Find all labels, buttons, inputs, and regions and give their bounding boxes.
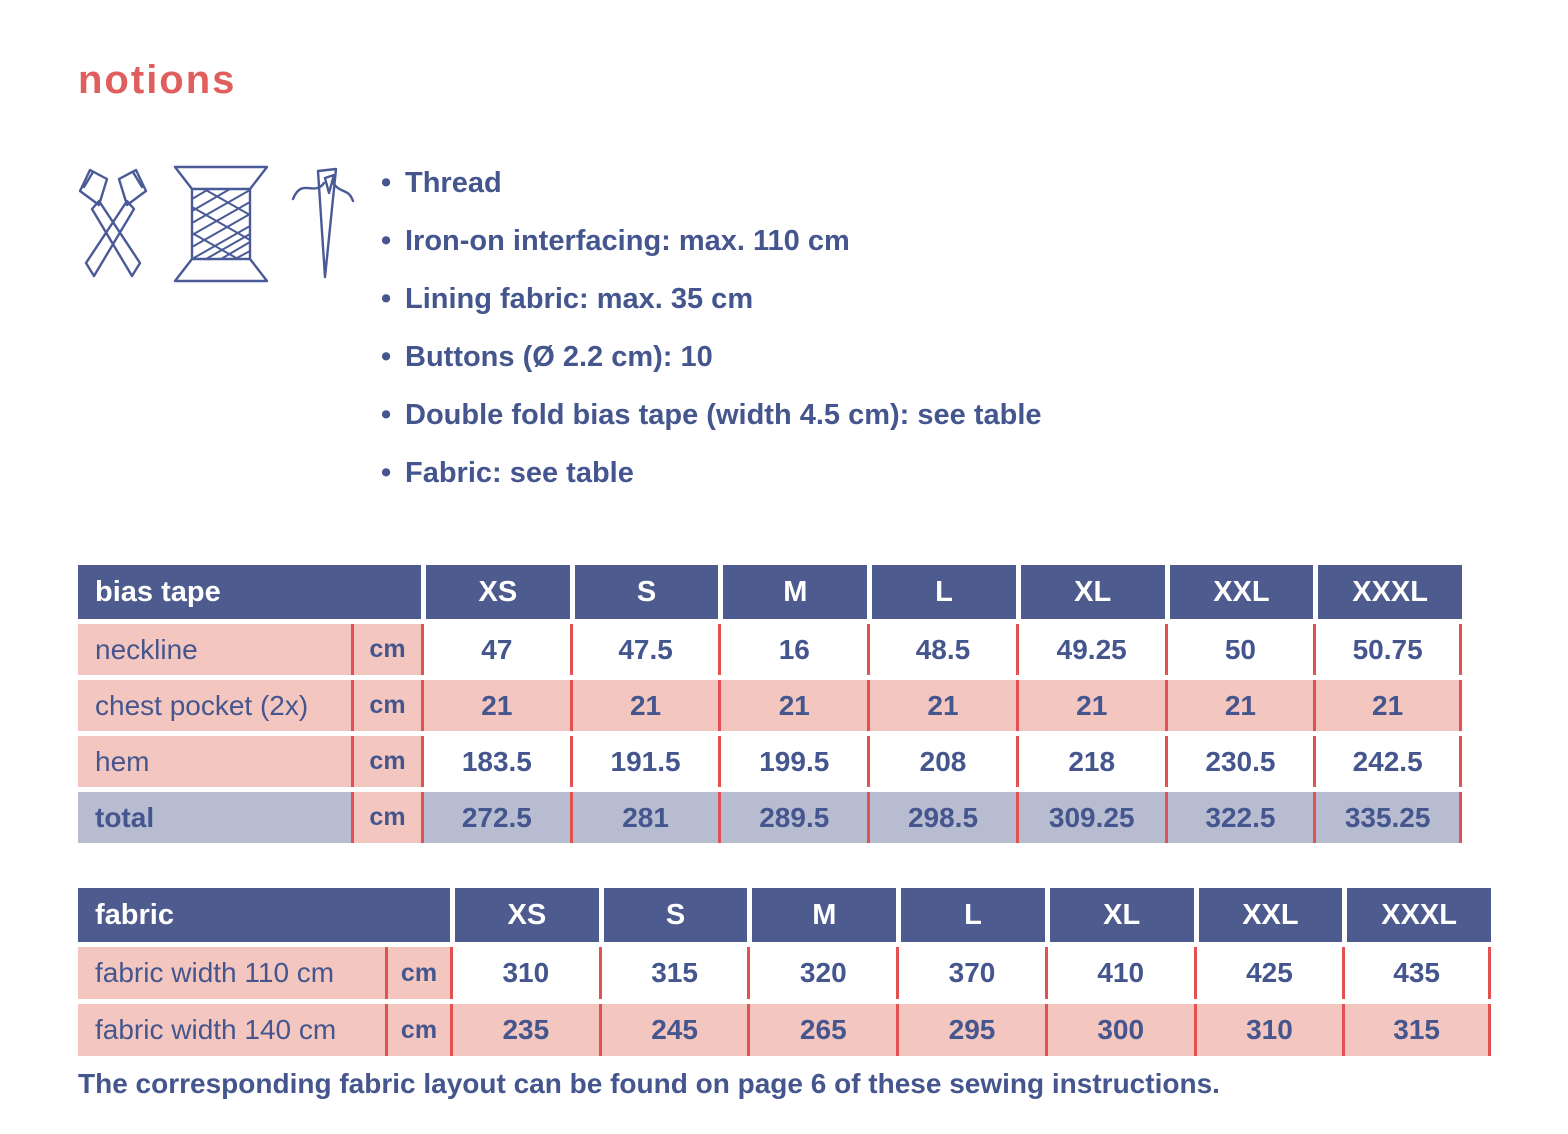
unit-cell: cm bbox=[351, 792, 421, 843]
size-header-cell: XXXL bbox=[1342, 888, 1491, 942]
fabric-table bbox=[78, 888, 1491, 1056]
notion-item bbox=[381, 338, 1081, 377]
bullet-icon: • bbox=[381, 457, 392, 489]
value-cell: 295 bbox=[896, 1004, 1045, 1056]
value-cell: 21 bbox=[867, 680, 1016, 731]
bias-tape-table bbox=[78, 565, 1462, 843]
notions-icons bbox=[74, 163, 356, 285]
table-title-cell: fabric bbox=[78, 888, 450, 942]
value-cell: 21 bbox=[1016, 680, 1165, 731]
table-header-row bbox=[78, 888, 1491, 942]
size-header-cell: XXXL bbox=[1313, 565, 1462, 619]
row-label-cell: fabric width 140 cm bbox=[78, 1004, 385, 1056]
value-cell: 265 bbox=[747, 1004, 896, 1056]
size-header-cell: XXL bbox=[1165, 565, 1314, 619]
size-header-cell: L bbox=[896, 888, 1045, 942]
unit-cell: cm bbox=[351, 680, 421, 731]
value-cell: 16 bbox=[718, 624, 867, 675]
value-cell: 199.5 bbox=[718, 736, 867, 787]
value-cell: 272.5 bbox=[421, 792, 570, 843]
value-cell: 435 bbox=[1342, 947, 1491, 999]
value-cell: 281 bbox=[570, 792, 719, 843]
table-title-cell: bias tape bbox=[78, 565, 421, 619]
notion-item bbox=[381, 164, 1081, 203]
value-cell: 335.25 bbox=[1313, 792, 1462, 843]
notion-item-text: Thread bbox=[405, 167, 502, 199]
row-label-cell: total bbox=[78, 792, 351, 843]
row-label-cell: fabric width 110 cm bbox=[78, 947, 385, 999]
value-cell: 49.25 bbox=[1016, 624, 1165, 675]
value-cell: 50.75 bbox=[1313, 624, 1462, 675]
value-cell: 300 bbox=[1045, 1004, 1194, 1056]
value-cell: 310 bbox=[1194, 1004, 1343, 1056]
bullet-icon: • bbox=[381, 341, 392, 373]
table-row-total bbox=[78, 792, 1462, 843]
value-cell: 315 bbox=[599, 947, 748, 999]
value-cell: 410 bbox=[1045, 947, 1194, 999]
footer-note: The corresponding fabric layout can be found on page 6 of these sewing instructions. bbox=[78, 1068, 1220, 1099]
bullet-icon: • bbox=[381, 399, 392, 431]
value-cell: 322.5 bbox=[1165, 792, 1314, 843]
value-cell: 21 bbox=[1165, 680, 1314, 731]
notion-item bbox=[381, 454, 1081, 493]
value-cell: 47.5 bbox=[570, 624, 719, 675]
unit-cell: cm bbox=[351, 624, 421, 675]
size-header-cell: S bbox=[599, 888, 748, 942]
value-cell: 208 bbox=[867, 736, 1016, 787]
value-cell: 315 bbox=[1342, 1004, 1491, 1056]
notion-item-text: Iron-on interfacing: max. 110 cm bbox=[405, 225, 850, 257]
needle-icon bbox=[290, 163, 356, 285]
value-cell: 425 bbox=[1194, 947, 1343, 999]
value-cell: 230.5 bbox=[1165, 736, 1314, 787]
value-cell: 50 bbox=[1165, 624, 1314, 675]
value-cell: 242.5 bbox=[1313, 736, 1462, 787]
value-cell: 183.5 bbox=[421, 736, 570, 787]
size-header-cell: XS bbox=[421, 565, 570, 619]
bullet-icon: • bbox=[381, 283, 392, 315]
value-cell: 289.5 bbox=[718, 792, 867, 843]
table-row bbox=[78, 736, 1462, 787]
value-cell: 245 bbox=[599, 1004, 748, 1056]
notion-item bbox=[381, 280, 1081, 319]
table-row bbox=[78, 1004, 1491, 1056]
size-header-cell: XXL bbox=[1194, 888, 1343, 942]
bullet-icon: • bbox=[381, 225, 392, 257]
value-cell: 309.25 bbox=[1016, 792, 1165, 843]
value-cell: 21 bbox=[570, 680, 719, 731]
notion-item bbox=[381, 396, 1081, 435]
row-label-cell: neckline bbox=[78, 624, 351, 675]
unit-cell: cm bbox=[385, 947, 450, 999]
size-header-cell: M bbox=[718, 565, 867, 619]
thread-spool-icon bbox=[171, 163, 271, 285]
value-cell: 298.5 bbox=[867, 792, 1016, 843]
table-row bbox=[78, 680, 1462, 731]
value-cell: 235 bbox=[450, 1004, 599, 1056]
value-cell: 47 bbox=[421, 624, 570, 675]
value-cell: 21 bbox=[421, 680, 570, 731]
row-label-cell: chest pocket (2x) bbox=[78, 680, 351, 731]
value-cell: 191.5 bbox=[570, 736, 719, 787]
size-header-cell: L bbox=[867, 565, 1016, 619]
table-row bbox=[78, 947, 1491, 999]
size-header-cell: XL bbox=[1045, 888, 1194, 942]
page-title: notions bbox=[78, 58, 237, 102]
notion-item-text: Buttons (Ø 2.2 cm): 10 bbox=[405, 341, 713, 373]
notions-list bbox=[381, 164, 1081, 512]
unit-cell: cm bbox=[385, 1004, 450, 1056]
row-label-cell: hem bbox=[78, 736, 351, 787]
value-cell: 310 bbox=[450, 947, 599, 999]
size-header-cell: XS bbox=[450, 888, 599, 942]
bullet-icon: • bbox=[381, 167, 392, 199]
notion-item-text: Lining fabric: max. 35 cm bbox=[405, 283, 754, 315]
value-cell: 21 bbox=[1313, 680, 1462, 731]
size-header-cell: S bbox=[570, 565, 719, 619]
unit-cell: cm bbox=[351, 736, 421, 787]
value-cell: 370 bbox=[896, 947, 1045, 999]
table-header-row bbox=[78, 565, 1462, 619]
notion-item-text: Fabric: see table bbox=[405, 457, 634, 489]
notion-item-text: Double fold bias tape (width 4.5 cm): see table bbox=[405, 399, 1042, 431]
size-header-cell: M bbox=[747, 888, 896, 942]
value-cell: 218 bbox=[1016, 736, 1165, 787]
value-cell: 48.5 bbox=[867, 624, 1016, 675]
table-row bbox=[78, 624, 1462, 675]
notion-item bbox=[381, 222, 1081, 261]
value-cell: 21 bbox=[718, 680, 867, 731]
value-cell: 320 bbox=[747, 947, 896, 999]
scissors-icon bbox=[74, 163, 152, 285]
size-header-cell: XL bbox=[1016, 565, 1165, 619]
